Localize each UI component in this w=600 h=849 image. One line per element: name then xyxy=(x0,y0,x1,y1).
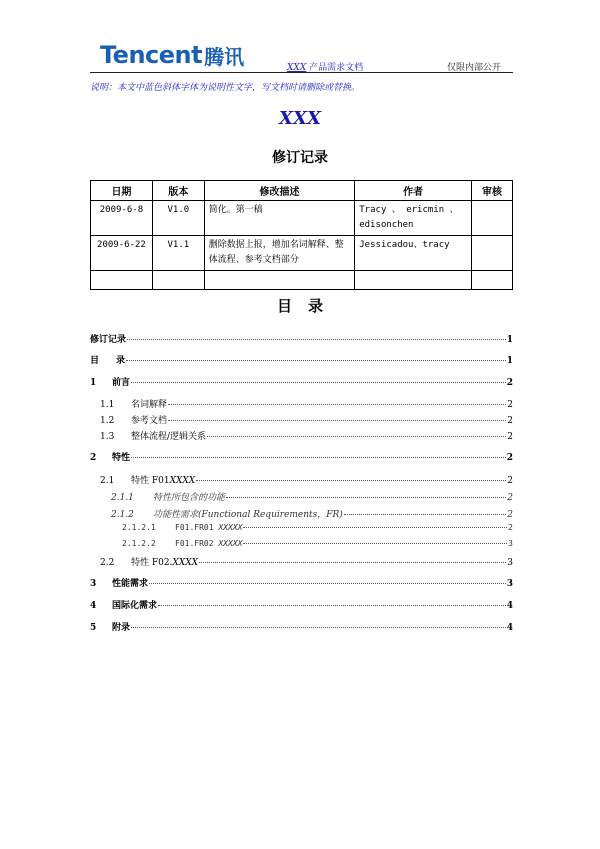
toc-entry[interactable] xyxy=(90,450,513,463)
toc-leader xyxy=(158,605,506,606)
toc-page: 2 xyxy=(506,453,513,463)
revision-title: 修订记录 xyxy=(272,150,328,166)
toc-number: 2.1.2 xyxy=(111,510,134,520)
toc-number: 2.2 xyxy=(100,558,115,568)
toc-text: 整体流程/逻辑关系 xyxy=(131,432,207,442)
toc-number: 1.1 xyxy=(100,400,115,410)
toc-entry[interactable] xyxy=(90,429,513,442)
toc-number: 2.1 xyxy=(100,476,115,486)
toc-text-placeholder: XXXXX xyxy=(218,539,243,548)
header-doc-name-italic: XXX xyxy=(287,63,307,73)
logo-text-en: Tencent xyxy=(100,41,203,69)
cell-version xyxy=(152,271,204,290)
toc-text-main: F01.FR02 xyxy=(175,539,214,548)
toc-text: 附录 xyxy=(112,623,131,633)
toc-entry[interactable] xyxy=(90,555,513,568)
toc-page: 4 xyxy=(506,623,513,633)
toc-page: 2 xyxy=(507,476,513,486)
toc-page: 1 xyxy=(506,335,513,345)
cell-description: 简化。第一稿 xyxy=(204,201,354,236)
cell-version: V1.1 xyxy=(152,236,204,271)
cell-author: Tracy 、 ericmin 、 edisonchen xyxy=(355,201,472,236)
cell-review xyxy=(472,271,513,290)
toc-page: 2 xyxy=(508,523,513,532)
logo-text-cn: 腾讯 xyxy=(204,44,245,69)
toc-leader xyxy=(168,404,506,405)
toc-number: 3 xyxy=(90,579,97,589)
toc-entry[interactable] xyxy=(90,598,513,611)
toc-number: 5 xyxy=(90,623,97,633)
toc-number: 2.1.2.2 xyxy=(122,539,156,548)
cell-date: 2009-6-22 xyxy=(91,236,153,271)
toc-text xyxy=(175,523,242,532)
toc-text-placeholder: XXXX xyxy=(169,476,196,486)
toc-page: 2 xyxy=(506,378,513,388)
toc-page: 3 xyxy=(506,579,513,589)
toc-page: 3 xyxy=(507,558,513,568)
toc-number: 1.2 xyxy=(100,416,115,426)
toc-leader xyxy=(226,497,506,498)
toc-entry[interactable] xyxy=(90,523,513,532)
toc-page: 2 xyxy=(507,432,513,442)
cell-author: Jessicadou、tracy xyxy=(355,236,472,271)
toc-title: 目录 xyxy=(276,297,339,315)
toc-entry[interactable] xyxy=(90,397,513,410)
toc-number: 2.1.2.1 xyxy=(122,523,156,532)
toc-leader xyxy=(207,436,506,437)
toc-page: 3 xyxy=(508,539,513,548)
toc-number: 1 xyxy=(90,378,97,388)
table-row xyxy=(91,236,513,271)
toc-entry[interactable] xyxy=(90,539,513,548)
col-header-review: 审核 xyxy=(472,181,513,201)
toc-entry[interactable] xyxy=(90,375,513,388)
toc-entry[interactable] xyxy=(90,620,513,633)
toc-text: 功能性需求(Functional Requirements，FR) xyxy=(153,510,343,520)
col-header-date: 日期 xyxy=(91,181,153,201)
toc-text-main: 特性 F01 xyxy=(131,476,170,486)
table-row xyxy=(91,271,513,290)
document-title: XXX xyxy=(279,108,321,129)
toc-text: 参考文档 xyxy=(131,416,168,426)
toc-page: 4 xyxy=(506,601,513,611)
toc-text-placeholder: XXXX xyxy=(172,558,199,568)
cell-description: 删除数据上报，增加名词解释、整体流程、参考文档部分 xyxy=(204,236,354,271)
toc-text-placeholder: XXXXX xyxy=(218,523,243,532)
cell-date xyxy=(91,271,153,290)
toc-page: 1 xyxy=(506,356,513,366)
cell-date: 2009-6-8 xyxy=(91,201,153,236)
cell-author xyxy=(355,271,472,290)
toc-leader xyxy=(149,583,506,584)
toc-leader xyxy=(168,420,506,421)
revision-table xyxy=(90,180,513,290)
toc-number: 4 xyxy=(90,601,97,611)
toc-entry[interactable] xyxy=(90,576,513,589)
toc-leader xyxy=(131,627,506,628)
cell-description xyxy=(204,271,354,290)
toc-text-main: 特性 F02. xyxy=(131,558,173,568)
toc-number: 1.3 xyxy=(100,432,115,442)
toc-text: 前言 xyxy=(112,378,131,388)
table-row xyxy=(91,201,513,236)
toc-number: 目 xyxy=(90,356,100,366)
col-header-author: 作者 xyxy=(355,181,472,201)
toc-leader xyxy=(131,457,506,458)
toc-text: 修订记录 xyxy=(90,335,127,345)
toc-text: 特性 xyxy=(112,453,131,463)
revision-header-row xyxy=(91,181,513,201)
toc-text: 特性所包含的功能 xyxy=(153,493,226,503)
toc-entry[interactable] xyxy=(90,332,513,345)
toc-text-main: F01.FR01 xyxy=(175,523,214,532)
toc-leader xyxy=(243,543,507,544)
toc-entry[interactable] xyxy=(90,490,513,503)
toc-page: 2 xyxy=(507,493,513,503)
toc-leader xyxy=(199,562,506,563)
toc-entry[interactable] xyxy=(90,353,513,366)
toc-leader xyxy=(196,480,506,481)
instruction-note: 说明：本文中蓝色斜体字体为说明性文字，写文档时请删除或替换。 xyxy=(90,83,361,93)
toc-text xyxy=(175,539,242,548)
col-header-description: 修改描述 xyxy=(204,181,354,201)
tencent-logo xyxy=(100,40,244,70)
cell-review xyxy=(472,236,513,271)
header-rule xyxy=(90,72,513,73)
toc-text: 名词解释 xyxy=(131,400,168,410)
header-classification: 仅限内部公开 xyxy=(447,63,502,73)
toc-text xyxy=(131,473,195,486)
toc-leader xyxy=(127,339,506,340)
toc-number: 2.1.1 xyxy=(111,493,134,503)
toc-text: 国际化需求 xyxy=(112,601,158,611)
toc-leader xyxy=(126,360,506,361)
toc-page: 2 xyxy=(507,510,513,520)
toc-page: 2 xyxy=(507,416,513,426)
toc-text: 录 xyxy=(116,356,126,366)
toc-text xyxy=(131,555,198,568)
toc-leader xyxy=(131,382,506,383)
toc-page: 2 xyxy=(507,400,513,410)
cell-review xyxy=(472,201,513,236)
toc-number: 2 xyxy=(90,453,97,463)
toc-leader xyxy=(344,514,506,515)
header-doc-name-rest: 产品需求文档 xyxy=(306,63,364,73)
col-header-version: 版本 xyxy=(152,181,204,201)
toc-entry[interactable] xyxy=(90,413,513,426)
toc-text: 性能需求 xyxy=(112,579,149,589)
toc-entry[interactable] xyxy=(90,473,513,486)
cell-version: V1.0 xyxy=(152,201,204,236)
toc-entry[interactable] xyxy=(90,507,513,520)
toc-leader xyxy=(243,527,507,528)
